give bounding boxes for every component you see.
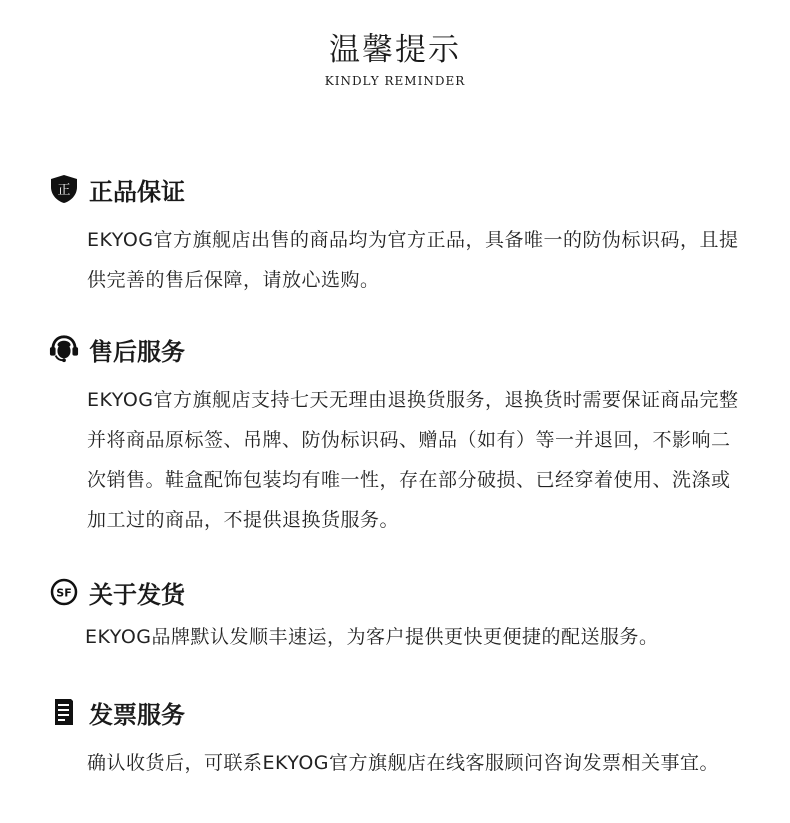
sf-express-icon [49,577,79,607]
reminder-header [0,30,790,88]
page-subtitle: KINDLY REMINDER [324,74,466,88]
section-header [49,575,749,609]
section-title: 关于发货 [89,580,185,609]
svg-text:正: 正 [57,183,71,198]
section-authenticity [49,172,749,300]
section-text: EKYOG官方旗舰店支持七天无理由退换货服务，退换货时需要保证商品完整并将商品原标签、吊牌、防伪标识码、赠品（如有）等一并退回，不影响二次销售。鞋盒配饰包装均有唯一性，存在部分破损、已经穿着使用、洗涤或加工过的商品，不提供退换货服务。 [87,389,739,531]
section-after-sales [49,332,749,540]
section-text: EKYOG品牌默认发顺丰速运，为客户提供更快更便捷的配送服务。 [85,626,659,648]
section-text: EKYOG官方旗舰店出售的商品均为官方正品，具备唯一的防伪标识码，且提供完善的售后保障，请放心选购。 [87,229,739,291]
section-invoice [49,695,749,783]
svg-text:SF: SF [56,586,72,600]
page-title: 温馨提示 [329,32,461,68]
section-title: 正品保证 [89,177,185,206]
customer-service-icon [49,334,79,364]
section-title: 发票服务 [89,700,185,729]
section-header [49,695,749,729]
section-header [49,332,749,366]
section-title: 售后服务 [89,337,185,366]
section-header [49,172,749,206]
section-text: 确认收货后，可联系EKYOG官方旗舰店在线客服顾问咨询发票相关事宜。 [87,752,720,774]
invoice-icon [49,697,79,727]
shield-icon [49,174,79,204]
section-shipping [49,575,749,657]
